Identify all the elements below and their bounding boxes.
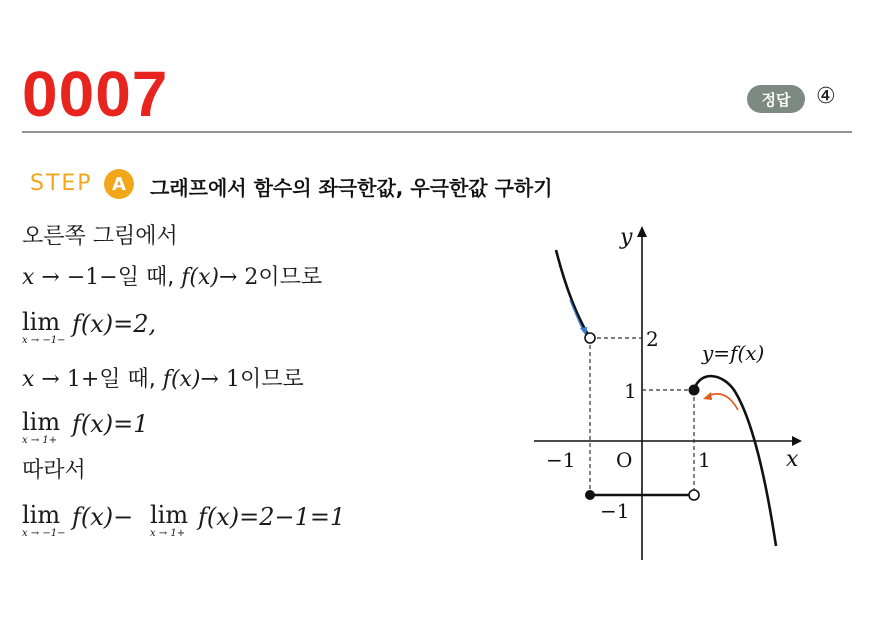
origin-label: O: [616, 448, 633, 472]
final-rhs-a: f(x)−: [72, 503, 134, 531]
x-tick-label: −1: [546, 448, 576, 472]
y-axis-label: y: [620, 225, 633, 250]
limit-value: 1: [225, 367, 240, 392]
limit-point: −1−: [66, 265, 118, 290]
lim-word: lim: [22, 501, 61, 529]
arrow: →: [41, 367, 60, 392]
left-approach-arrow: [570, 300, 584, 332]
arrow: →: [218, 265, 238, 290]
final-rhs-b: f(x)=2−1=1: [198, 503, 346, 531]
lim-word: lim: [22, 308, 61, 336]
function-expr: f(x): [162, 367, 201, 392]
function-expr: f(x): [181, 265, 219, 290]
x-axis-arrowhead: [792, 436, 802, 446]
final-expr-a: [72, 505, 133, 529]
filled-point: [585, 490, 595, 500]
step-title: 그래프에서 함수의 좌극한값, 우극한값 구하기: [150, 176, 553, 200]
step-badge: A: [104, 169, 134, 199]
final-expr-b: [198, 505, 345, 529]
limit-expression-2-rhs: [72, 412, 149, 436]
variable-x: x: [22, 265, 35, 290]
limit-expression-1-rhs: [72, 312, 156, 336]
problem-number: 0007: [22, 58, 169, 130]
condition-text: 일 때,: [99, 367, 156, 392]
solution-line-6: 따라서: [22, 458, 86, 483]
conclusion-text: 이므로: [258, 265, 323, 290]
lim-subscript: x → −1−: [22, 528, 66, 539]
final-lim-b: [150, 503, 188, 539]
solution-line-1: 오른쪽 그림에서: [22, 224, 178, 249]
curve-label: y=f(x): [702, 341, 765, 365]
limit-expression-2: [22, 410, 60, 446]
answer-badge: 정답: [747, 85, 805, 113]
lim-subscript: x → 1+: [22, 435, 58, 446]
limit-expression-1: [22, 310, 66, 346]
lim-rhs: f(x)=2,: [72, 310, 157, 338]
arrow: →: [200, 367, 219, 392]
limit-point: 1+: [66, 367, 100, 392]
lim-word: lim: [150, 501, 189, 529]
solution-line-4: [22, 369, 304, 391]
y-tick-label: 1: [624, 379, 637, 403]
lim-subscript: x → 1+: [150, 528, 186, 539]
open-point: [585, 333, 595, 343]
variable-x: x: [22, 367, 35, 392]
left-curve: [556, 250, 590, 338]
header-divider: [22, 131, 852, 133]
limit-value: 2: [244, 265, 259, 290]
right-approach-arrow: [708, 394, 738, 410]
final-lim-a: [22, 503, 66, 539]
lim-subscript: x → −1−: [22, 335, 66, 346]
conclusion-text: 이므로: [239, 367, 304, 392]
lim-rhs: f(x)=1: [72, 410, 149, 438]
y-tick-label: −1: [600, 499, 630, 523]
arrow: →: [41, 265, 60, 290]
step-label: STEP: [30, 171, 93, 196]
x-tick-label: 1: [698, 448, 711, 472]
condition-text: 일 때,: [117, 265, 175, 290]
lim-word: lim: [22, 408, 61, 436]
filled-point: [689, 385, 700, 396]
right-approach-arrowhead: [703, 392, 712, 400]
open-point: [689, 490, 699, 500]
solution-line-2: [22, 267, 322, 289]
function-graph: [530, 220, 820, 565]
x-axis-label: x: [786, 447, 799, 472]
y-tick-label: 2: [646, 327, 659, 351]
y-axis-arrowhead: [637, 226, 647, 237]
answer-value: ④: [816, 84, 836, 109]
